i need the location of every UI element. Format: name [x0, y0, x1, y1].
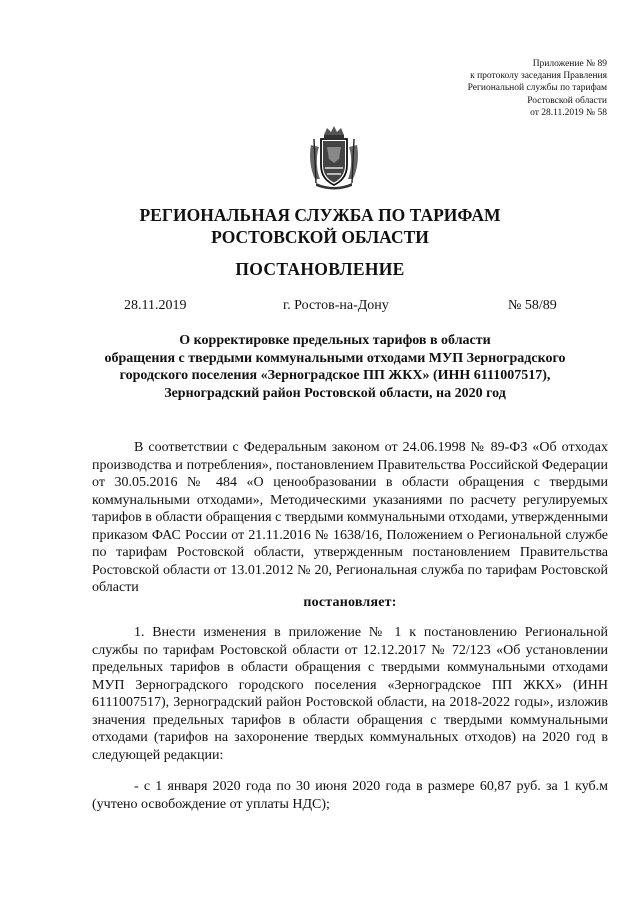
appendix-line: к протоколу заседания Правления — [470, 71, 607, 82]
subject-line: городского поселения «Зерноградское ПП ЖКХ» (ИНН 6111007517), — [119, 368, 551, 383]
document-city: г. Ростов-на-Дону — [283, 298, 389, 313]
organization-line: РОСТОВСКОЙ ОБЛАСТИ — [211, 227, 429, 247]
subject-line: обращения с твердыми коммунальными отходами МУП Зерноградского — [104, 350, 566, 366]
item-1-tariff-bullet: - с 1 января 2020 года по 30 июня 2020 года в размере 60,87 руб. за 1 куб.м (учтено освобождение от уплаты НДС); — [92, 779, 608, 812]
appendix-reference — [468, 58, 607, 119]
appendix-line: Региональной службы по тарифам — [467, 83, 607, 94]
document-number: № 58/89 — [508, 298, 557, 313]
organization-name — [0, 204, 640, 248]
document-type: ПОСТАНОВЛЕНИЕ — [235, 259, 405, 279]
appendix-line: Приложение № 89 — [532, 59, 607, 69]
subject-line: Зерноградский район Ростовской области, на 2020 год — [164, 385, 506, 401]
subject-line: О корректировке предельных тарифов в области — [179, 333, 491, 348]
organization-line: РЕГИОНАЛЬНАЯ СЛУЖБА ПО ТАРИФАМ — [139, 205, 501, 225]
rostov-coat-of-arms-icon — [308, 125, 360, 191]
appendix-line: Ростовской области — [527, 95, 607, 106]
resolution-keyword: постановляет: — [303, 595, 397, 610]
document-date: 28.11.2019 — [124, 298, 187, 313]
preamble-paragraph: В соответствии с Федеральным законом от 24.06.1998 № 89-ФЗ «Об отходах производства и потребления», постановлением Правительства Российской Федерации от 30.05.2016 № 484 «О ценообразовании в области обращения с твердыми коммунальными отходами», Методическими указаниями по расчету регулируемых тарифов в области обращения с твердыми коммунальными отходами, утвержденными приказом ФАС России от 21.11.2016 № 1638/16, Положением о Региональной службе по тарифам Ростовской области, утвержденным постановлением Правительства Ростовской области от 13.01.2012 № 20, Региональная служба по тарифам Ростовской области — [92, 440, 608, 595]
item-1-paragraph: 1. Внести изменения в приложение № 1 к постановлению Региональной службы по тарифам Ростовской области от 12.12.2017 № 72/123 «Об установлении предельных тарифов в области обращения с твердыми коммунальными отходами МУП Зерноградского городского поселения «Зерноградское ПП ЖКХ» (ИНН 6111007517), Зерноградский район Ростовской области, на 2018-2022 годы», изложив значения предельных тарифов в области обращения с твердыми коммунальными отходами (тарифов на захоронение твердых коммунальных отходов) на 2020 год в следующей редакции: — [92, 625, 608, 763]
appendix-line: от 28.11.2019 № 58 — [530, 107, 607, 118]
document-subject — [60, 332, 610, 402]
